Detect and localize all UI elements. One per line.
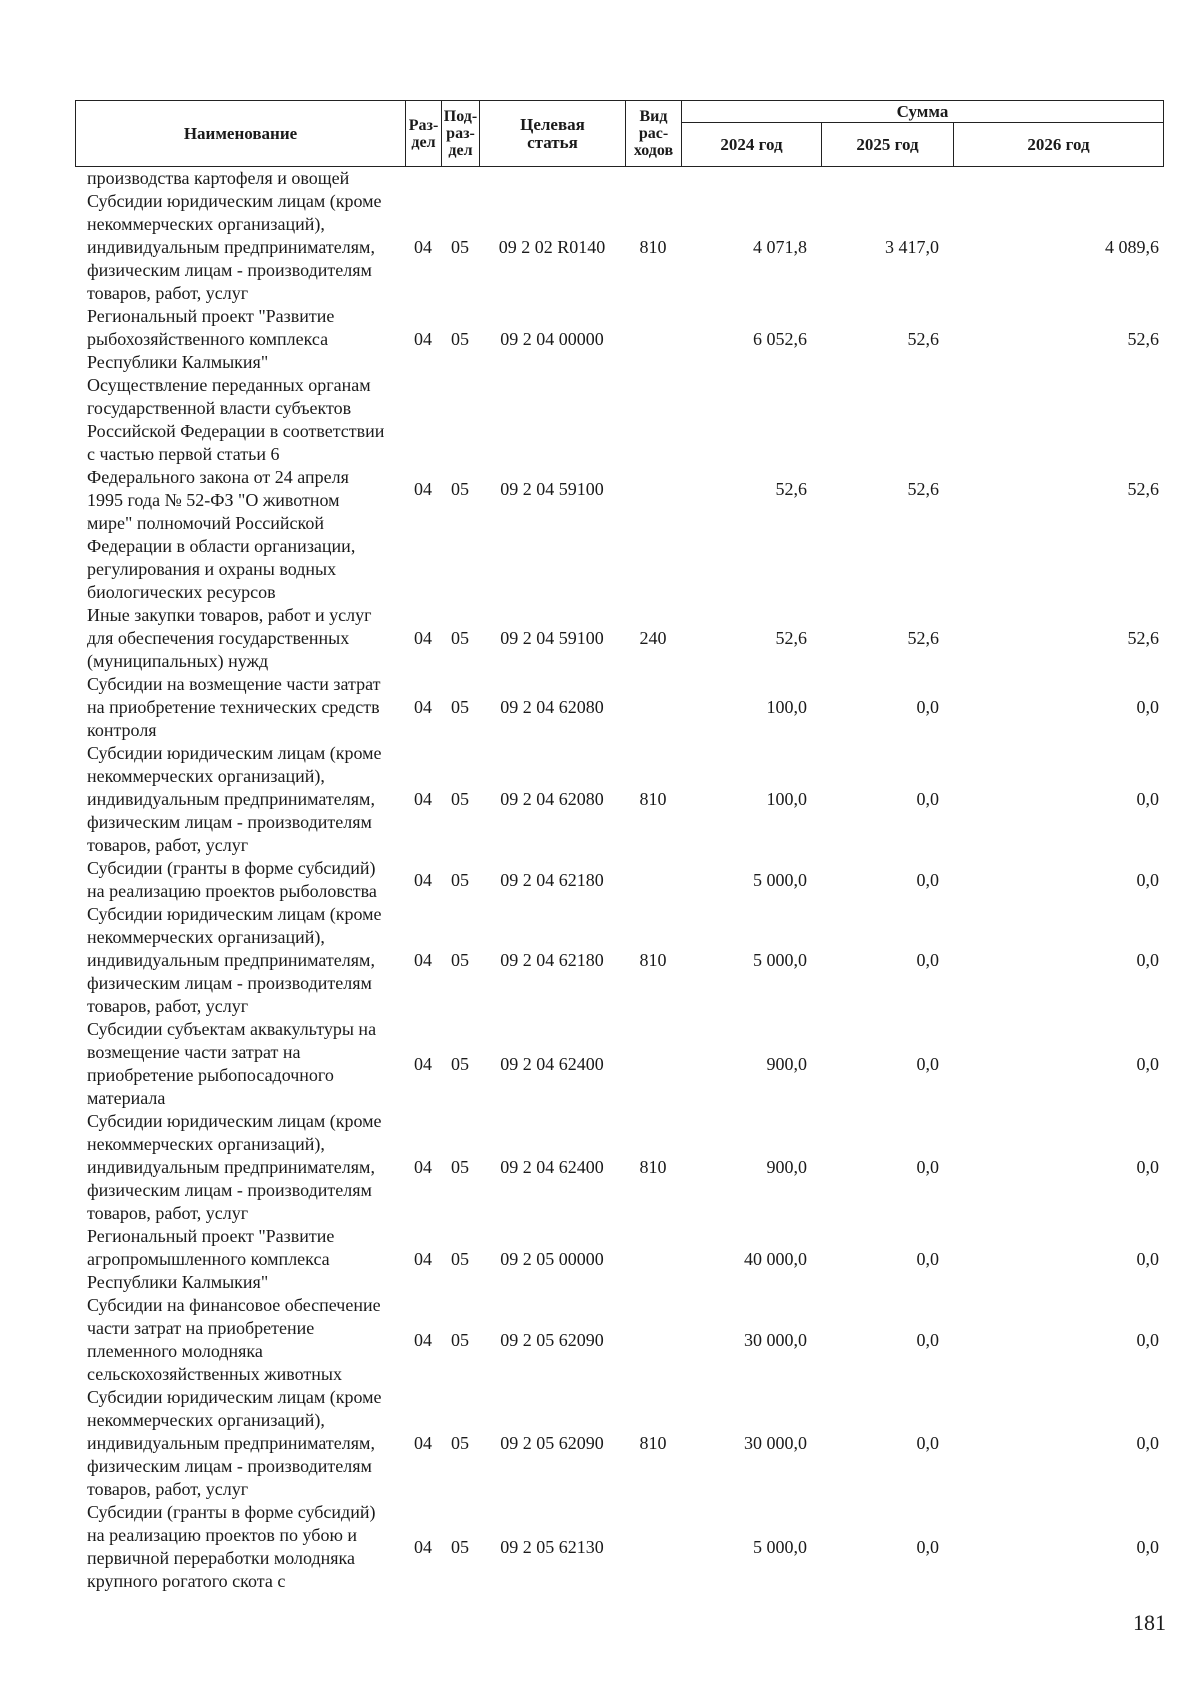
row-sum-2025: 0,0 xyxy=(916,1536,939,1557)
row-target-article: 09 2 04 59100 xyxy=(500,628,604,648)
row-razdel: 04 xyxy=(414,1536,432,1557)
row-expense-type xyxy=(625,857,681,903)
header-target-article: Целевая статья xyxy=(480,101,626,167)
row-expense-type: 810 xyxy=(639,1433,667,1453)
row-podrazdel: 05 xyxy=(451,237,469,257)
row-name: Субсидии юридическим лицам (кроме некоммерческих организаций), индивидуальным предпринимателям, физическим лицам - производителям товаров, работ, услуг xyxy=(87,1387,382,1499)
header-summa: Сумма xyxy=(682,101,1164,123)
row-name: производства картофеля и овощей xyxy=(87,168,350,188)
row-sum-2025: 3 417,0 xyxy=(885,237,939,257)
row-target-article: 09 2 04 62080 xyxy=(500,697,604,717)
row-podrazdel: 05 xyxy=(451,1249,469,1269)
table-row xyxy=(75,857,1163,903)
header-expense-type: Вид рас- ходов xyxy=(626,101,682,167)
row-razdel: 04 xyxy=(414,789,432,809)
row-sum-2025: 0,0 xyxy=(916,1249,939,1269)
row-expense-type xyxy=(625,1225,681,1294)
row-sum-2024: 900,0 xyxy=(766,1053,807,1074)
row-sum-2024: 30 000,0 xyxy=(744,1433,807,1453)
row-sum-2025: 0,0 xyxy=(916,1053,939,1074)
row-sum-2025: 0,0 xyxy=(916,1433,939,1453)
row-name: Региональный проект "Развитие рыбохозяйственного комплекса Республики Калмыкия" xyxy=(87,306,335,372)
row-target-article: 09 2 04 59100 xyxy=(500,478,604,499)
row-razdel: 04 xyxy=(414,697,432,717)
row-sum-2024: 30 000,0 xyxy=(744,1329,807,1350)
row-sum-2024: 5 000,0 xyxy=(753,1536,807,1557)
row-podrazdel: 05 xyxy=(451,1536,469,1557)
row-razdel: 04 xyxy=(414,1053,432,1074)
row-podrazdel: 05 xyxy=(451,1053,469,1074)
row-sum-2026: 52,6 xyxy=(1127,478,1159,499)
row-name: Субсидии юридическим лицам (кроме некоммерческих организаций), индивидуальным предпринимателям, физическим лицам - производителям товаров, работ, услуг xyxy=(87,1111,382,1223)
row-target-article: 09 2 04 62080 xyxy=(500,789,604,809)
row-sum-2024: 900,0 xyxy=(766,1157,807,1177)
row-sum-2026: 0,0 xyxy=(1136,1157,1159,1177)
table-row xyxy=(75,604,1163,673)
row-sum-2026: 0,0 xyxy=(1136,1053,1159,1074)
table-row xyxy=(75,190,1163,305)
row-name: Субсидии юридическим лицам (кроме некоммерческих организаций), индивидуальным предпринимателям, физическим лицам - производителям товаров, работ, услуг xyxy=(87,191,382,303)
row-target-article: 09 2 02 R0140 xyxy=(498,237,606,257)
header-year-2024: 2024 год xyxy=(682,123,822,167)
row-sum-2026: 52,6 xyxy=(1127,329,1159,349)
row-expense-type xyxy=(625,1501,681,1593)
table-row xyxy=(75,305,1163,374)
table-row xyxy=(75,1294,1163,1386)
table-row xyxy=(75,167,1163,190)
row-sum-2026: 0,0 xyxy=(1136,789,1159,809)
table-header xyxy=(75,100,1164,167)
row-target-article: 09 2 04 00000 xyxy=(500,329,604,349)
table-row xyxy=(75,903,1163,1018)
row-sum-2024: 100,0 xyxy=(766,789,807,809)
row-sum-2025: 0,0 xyxy=(916,869,939,890)
row-sum-2026: 0,0 xyxy=(1136,950,1159,970)
row-name: Субсидии на финансовое обеспечение части затрат на приобретение племенного молодняка сельскохозяйственных животных xyxy=(87,1295,381,1384)
row-razdel: 04 xyxy=(414,237,432,257)
row-sum-2024: 6 052,6 xyxy=(753,329,807,349)
row-podrazdel: 05 xyxy=(451,869,469,890)
table-row xyxy=(75,1110,1163,1225)
row-podrazdel: 05 xyxy=(451,1433,469,1453)
table-row xyxy=(75,1386,1163,1501)
row-sum-2024: 4 071,8 xyxy=(753,237,807,257)
row-podrazdel: 05 xyxy=(451,1157,469,1177)
row-name: Субсидии (гранты в форме субсидий) на реализацию проектов рыболовства xyxy=(87,858,377,901)
row-name: Иные закупки товаров, работ и услуг для обеспечения государственных (муниципальных) нужд xyxy=(87,605,372,671)
row-name: Субсидии (гранты в форме субсидий) на реализацию проектов по убою и первичной переработки молодняка крупного рогатого скота с xyxy=(87,1502,376,1591)
row-target-article: 09 2 04 62180 xyxy=(500,869,604,890)
header-name: Наименование xyxy=(76,101,406,167)
row-razdel: 04 xyxy=(414,1249,432,1269)
row-razdel: 04 xyxy=(414,950,432,970)
row-expense-type: 810 xyxy=(639,789,667,809)
row-razdel: 04 xyxy=(414,1433,432,1453)
row-target-article: 09 2 05 62090 xyxy=(500,1329,604,1350)
row-sum-2025: 0,0 xyxy=(916,789,939,809)
row-razdel xyxy=(405,167,441,190)
row-sum-2024: 52,6 xyxy=(775,478,807,499)
row-expense-type: 240 xyxy=(639,628,667,648)
row-name: Субсидии на возмещение части затрат на приобретение технических средств контроля xyxy=(87,674,381,740)
header-year-2025: 2025 год xyxy=(822,123,954,167)
row-sum-2025: 52,6 xyxy=(907,478,939,499)
row-sum-2024 xyxy=(681,167,821,190)
row-target-article: 09 2 04 62400 xyxy=(500,1157,604,1177)
row-podrazdel: 05 xyxy=(451,478,469,499)
row-expense-type xyxy=(625,374,681,604)
row-sum-2026: 0,0 xyxy=(1136,697,1159,717)
row-sum-2026: 4 089,6 xyxy=(1105,237,1159,257)
row-podrazdel: 05 xyxy=(451,329,469,349)
row-sum-2026: 0,0 xyxy=(1136,1249,1159,1269)
row-expense-type xyxy=(625,673,681,742)
table-row xyxy=(75,374,1163,604)
header-razdel: Раз- дел xyxy=(406,101,442,167)
row-name: Субсидии юридическим лицам (кроме некоммерческих организаций), индивидуальным предпринимателям, физическим лицам - производителям товаров, работ, услуг xyxy=(87,743,382,855)
row-sum-2025: 0,0 xyxy=(916,950,939,970)
row-razdel: 04 xyxy=(414,869,432,890)
row-podrazdel: 05 xyxy=(451,950,469,970)
row-razdel: 04 xyxy=(414,1157,432,1177)
row-sum-2025: 0,0 xyxy=(916,1157,939,1177)
document-sheet xyxy=(75,100,1163,1593)
row-razdel: 04 xyxy=(414,628,432,648)
table-row xyxy=(75,1225,1163,1294)
row-expense-type: 810 xyxy=(639,237,667,257)
row-target-article: 09 2 05 62130 xyxy=(500,1536,604,1557)
row-target-article: 09 2 04 62180 xyxy=(500,950,604,970)
row-razdel: 04 xyxy=(414,329,432,349)
row-target-article: 09 2 04 62400 xyxy=(500,1053,604,1074)
row-target-article xyxy=(479,167,625,190)
row-podrazdel: 05 xyxy=(451,1329,469,1350)
budget-table xyxy=(75,167,1163,1593)
row-sum-2026: 0,0 xyxy=(1136,1433,1159,1453)
row-sum-2025 xyxy=(821,167,953,190)
row-expense-type xyxy=(625,1018,681,1110)
row-podrazdel: 05 xyxy=(451,697,469,717)
row-sum-2024: 5 000,0 xyxy=(753,869,807,890)
table-row xyxy=(75,1018,1163,1110)
row-podrazdel xyxy=(441,167,479,190)
row-expense-type: 810 xyxy=(639,950,667,970)
row-podrazdel: 05 xyxy=(451,628,469,648)
row-sum-2025: 52,6 xyxy=(907,329,939,349)
row-sum-2024: 100,0 xyxy=(766,697,807,717)
row-sum-2024: 52,6 xyxy=(775,628,807,648)
row-target-article: 09 2 05 00000 xyxy=(500,1249,604,1269)
row-razdel: 04 xyxy=(414,478,432,499)
row-podrazdel: 05 xyxy=(451,789,469,809)
row-sum-2026: 0,0 xyxy=(1136,1536,1159,1557)
row-name: Осуществление переданных органам государственной власти субъектов Российской Федерации в соответствии с частью первой статьи 6 Федерального закона от 24 апреля 1995 года № 52-ФЗ "О животном мире" полномочий Российской Федерации в области организации, регулирования и охраны водных биологических ресурсов xyxy=(87,375,385,602)
row-sum-2024: 5 000,0 xyxy=(753,950,807,970)
row-name: Субсидии субъектам аквакультуры на возмещение части затрат на приобретение рыбопосадочного материала xyxy=(87,1019,377,1108)
table-row xyxy=(75,673,1163,742)
table-row xyxy=(75,742,1163,857)
row-sum-2024: 40 000,0 xyxy=(744,1249,807,1269)
row-razdel: 04 xyxy=(414,1329,432,1350)
row-expense-type: 810 xyxy=(639,1157,667,1177)
row-sum-2026: 0,0 xyxy=(1136,1329,1159,1350)
row-expense-type xyxy=(625,1294,681,1386)
row-name: Региональный проект "Развитие агропромышленного комплекса Республики Калмыкия" xyxy=(87,1226,335,1292)
row-target-article: 09 2 05 62090 xyxy=(500,1433,604,1453)
row-sum-2025: 0,0 xyxy=(916,697,939,717)
row-sum-2026: 0,0 xyxy=(1136,869,1159,890)
row-name: Субсидии юридическим лицам (кроме некоммерческих организаций), индивидуальным предпринимателям, физическим лицам - производителям товаров, работ, услуг xyxy=(87,904,382,1016)
row-sum-2025: 52,6 xyxy=(907,628,939,648)
header-podrazdel: Под- раз- дел xyxy=(442,101,480,167)
header-year-2026: 2026 год xyxy=(954,123,1164,167)
table-row xyxy=(75,1501,1163,1593)
row-sum-2026: 52,6 xyxy=(1127,628,1159,648)
row-sum-2025: 0,0 xyxy=(916,1329,939,1350)
row-sum-2026 xyxy=(953,167,1163,190)
page-number: 181 xyxy=(1133,1610,1166,1635)
row-expense-type xyxy=(625,305,681,374)
row-expense-type xyxy=(625,167,681,190)
